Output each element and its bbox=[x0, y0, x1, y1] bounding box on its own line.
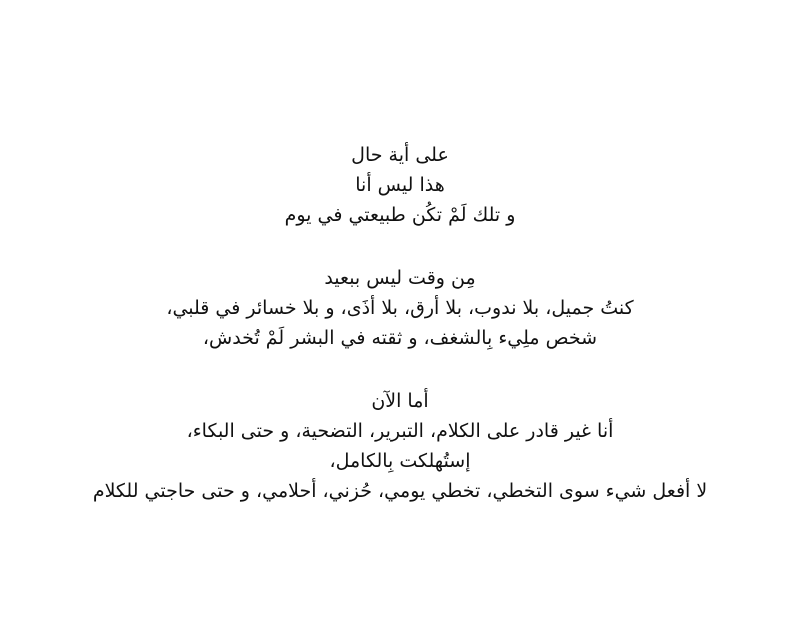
poem-line: إستُهلكت بِالكامل، bbox=[329, 450, 471, 472]
poem-line: لا أفعل شيء سوى التخطي، تخطي يومي، حُزني، أحلامي، و حتى حاجتي للكلام bbox=[92, 480, 708, 502]
poem-line: هذا ليس أنا bbox=[355, 174, 445, 196]
stanza-2 bbox=[80, 263, 720, 353]
stanza-1 bbox=[80, 140, 720, 230]
poem-line: مِن وقت ليس ببعيد bbox=[324, 267, 476, 289]
poem-line: شخص ملِيء بِالشغف، و ثقته في البشر لَمْ تُخدش، bbox=[202, 327, 598, 349]
poem-line: على أية حال bbox=[351, 144, 449, 166]
poem-line: أنا غير قادر على الكلام، التبرير، التضحية، و حتى البكاء، bbox=[186, 420, 614, 442]
poem-line: و تلك لَمْ تكُن طبيعتي في يوم bbox=[284, 204, 516, 226]
poem-text bbox=[80, 140, 720, 506]
poem-line: أما الآن bbox=[371, 390, 429, 412]
poem-line: كنتُ جميل، بلا ندوب، بلا أرق، بلا أذَى، و بلا خسائر في قلبي، bbox=[166, 297, 634, 319]
stanza-3 bbox=[80, 386, 720, 506]
